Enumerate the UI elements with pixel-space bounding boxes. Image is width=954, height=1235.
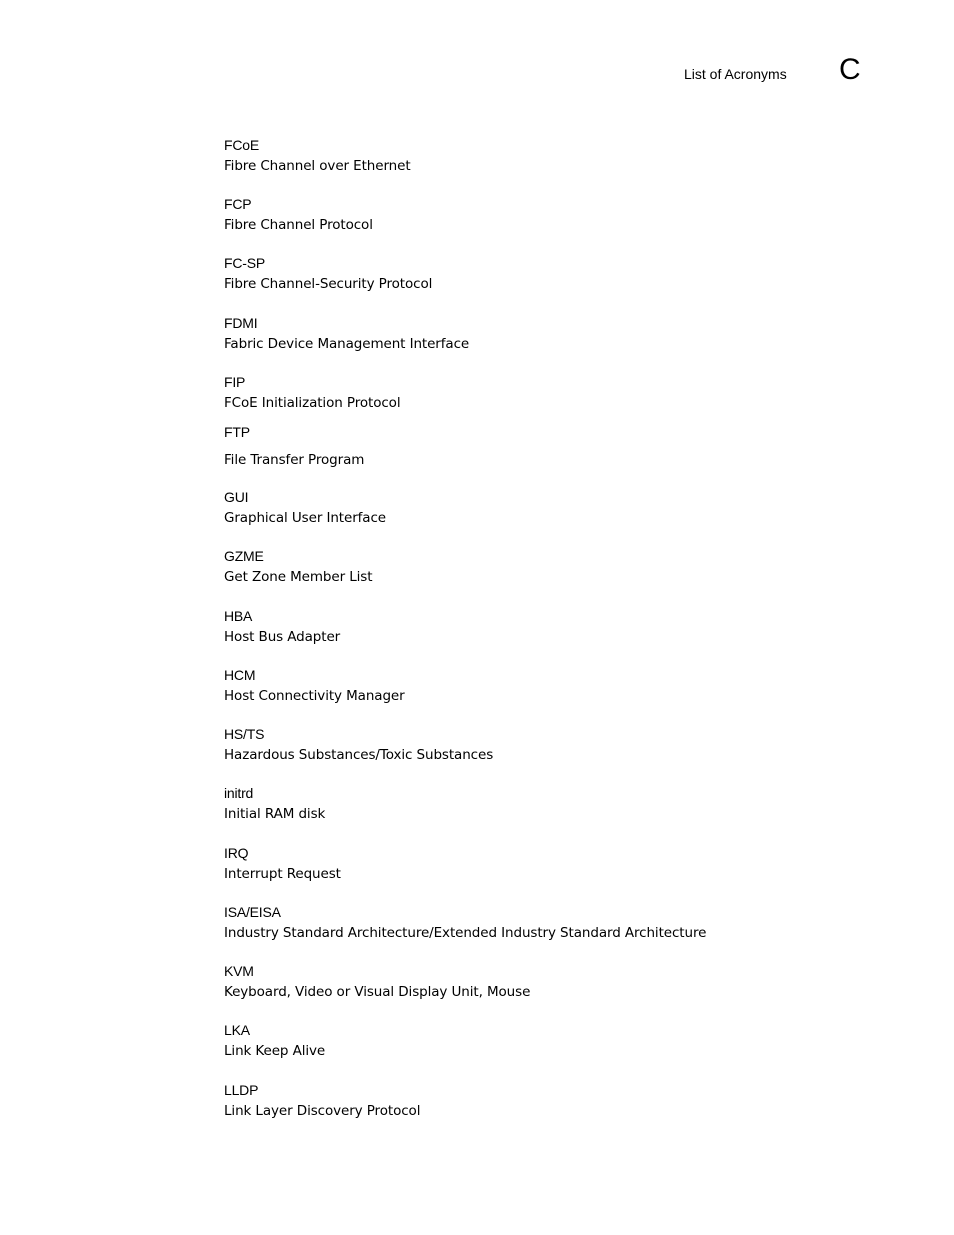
acronym-term: FDMI — [224, 315, 258, 331]
acronym-definition: Link Keep Alive — [224, 1043, 326, 1059]
acronym-entry — [224, 196, 373, 233]
acronym-entry — [224, 845, 341, 882]
acronym-entry — [224, 904, 706, 941]
acronym-entry — [224, 608, 340, 645]
acronym-definition: Fabric Device Management Interface — [224, 336, 470, 352]
acronym-term: HBA — [224, 608, 253, 624]
acronym-entry — [224, 255, 432, 292]
acronym-definition: Initial RAM disk — [224, 806, 326, 822]
acronym-definition: Graphical User Interface — [224, 510, 386, 526]
acronym-entry — [224, 489, 386, 526]
acronym-entry — [224, 374, 401, 411]
acronym-definition: Fibre Channel-Security Protocol — [224, 276, 433, 292]
acronym-entry — [224, 137, 411, 174]
acronym-definition: Fibre Channel over Ethernet — [224, 158, 411, 174]
acronym-term: initrd — [224, 785, 254, 801]
acronym-entry — [224, 424, 364, 468]
acronym-definition: Hazardous Substances/Toxic Substances — [224, 747, 494, 763]
acronym-definition: Industry Standard Architecture/Extended Industry Standard Architecture — [224, 925, 707, 941]
acronym-entry — [224, 315, 469, 352]
acronym-term: IRQ — [224, 845, 249, 861]
acronym-entry — [224, 785, 325, 822]
acronym-term: LKA — [224, 1022, 250, 1038]
running-header-title: List of Acronyms — [684, 66, 787, 82]
acronym-term: HCM — [224, 667, 256, 683]
acronym-entry — [224, 963, 530, 1000]
acronym-entry — [224, 1022, 325, 1059]
acronym-definition: Interrupt Request — [224, 866, 341, 882]
acronym-term: GZME — [224, 548, 264, 564]
acronym-definition: Fibre Channel Protocol — [224, 217, 373, 233]
acronym-term: ISA/EISA — [224, 904, 281, 920]
acronym-term: LLDP — [224, 1082, 259, 1098]
acronym-definition: Keyboard, Video or Visual Display Unit, Mouse — [224, 984, 531, 1000]
appendix-letter: C — [839, 53, 861, 86]
acronym-definition: Link Layer Discovery Protocol — [224, 1103, 421, 1119]
acronym-term: HS/TS — [224, 726, 265, 742]
acronym-term: GUI — [224, 489, 249, 505]
acronym-definition: Host Connectivity Manager — [224, 688, 405, 704]
acronym-definition: FCoE Initialization Protocol — [224, 395, 401, 411]
acronym-definition: File Transfer Program — [224, 452, 365, 468]
acronym-term: FTP — [224, 424, 250, 440]
acronym-term: FC-SP — [224, 255, 266, 271]
acronym-term: FIP — [224, 374, 246, 390]
acronym-term: FCoE — [224, 137, 259, 153]
acronym-entry — [224, 667, 405, 704]
acronym-entry — [224, 726, 493, 763]
acronym-definition: Get Zone Member List — [224, 569, 373, 585]
acronym-entry — [224, 548, 372, 585]
acronym-term: FCP — [224, 196, 252, 212]
acronym-definition: Host Bus Adapter — [224, 629, 341, 645]
acronym-entry — [224, 1082, 420, 1119]
acronym-term: KVM — [224, 963, 254, 979]
